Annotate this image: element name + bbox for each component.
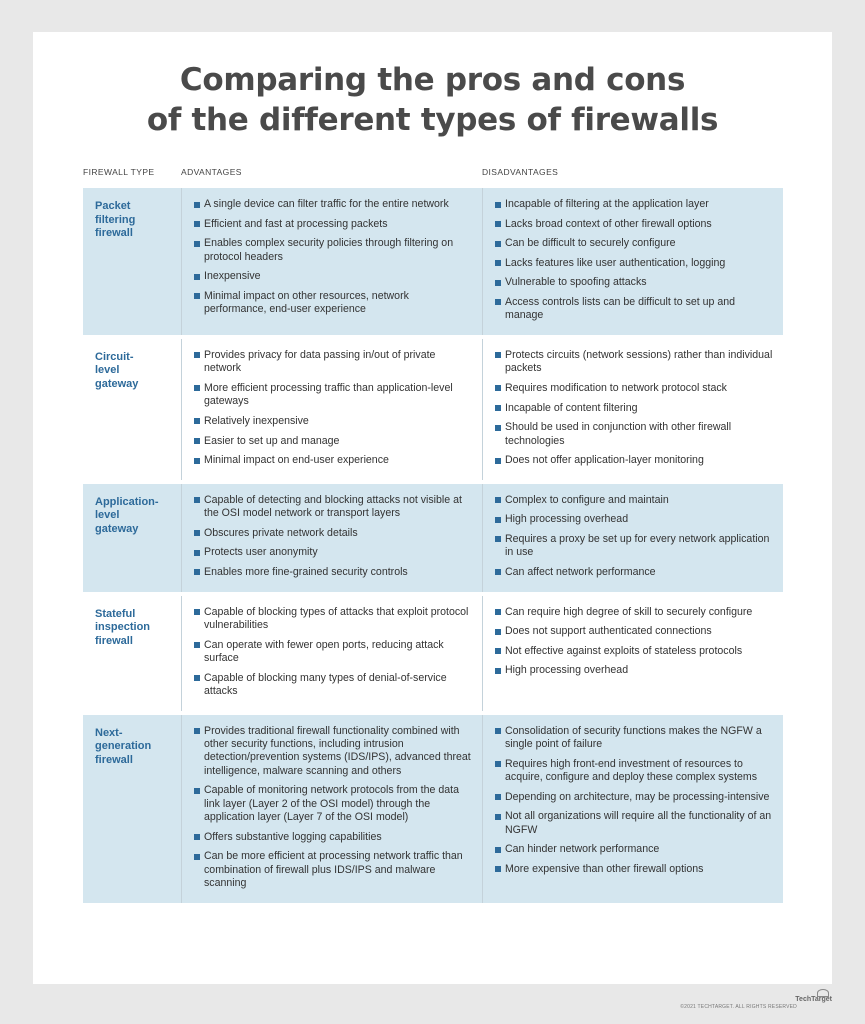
disadvantages-cell bbox=[482, 188, 783, 335]
bullet-item: Can be difficult to securely configure bbox=[495, 237, 773, 250]
bullet-item: Enables complex security policies through filtering on protocol headers bbox=[194, 237, 472, 264]
table-header bbox=[83, 158, 783, 186]
advantages-cell-list bbox=[194, 494, 472, 580]
table-row-application-level bbox=[83, 484, 783, 592]
bullet-item: Depending on architecture, may be processing-intensive bbox=[495, 791, 773, 804]
bullet-item: High processing overhead bbox=[495, 664, 773, 677]
advantages-cell-list bbox=[194, 349, 472, 468]
advantages-cell bbox=[181, 484, 482, 592]
firewall-type-cell bbox=[83, 339, 181, 480]
firewall-type-name: Packet bbox=[95, 200, 131, 212]
bullet-item: Requires modification to network protocol stack bbox=[495, 382, 773, 395]
disadvantages-cell bbox=[482, 339, 783, 480]
header-advantages: ADVANTAGES bbox=[181, 167, 242, 177]
firewall-type-cell bbox=[83, 484, 181, 592]
disadvantages-cell-list bbox=[495, 606, 773, 678]
disadvantages-cell-list bbox=[495, 494, 773, 580]
bullet-item: Complex to configure and maintain bbox=[495, 494, 773, 507]
table-row-circuit-level bbox=[83, 339, 783, 480]
firewall-type-name: level bbox=[95, 509, 120, 522]
bullet-item: Offers substantive logging capabilities bbox=[194, 831, 472, 844]
firewall-type-name: generation bbox=[95, 740, 152, 753]
firewall-type-cell bbox=[83, 596, 181, 711]
firewall-type-cell bbox=[83, 188, 181, 335]
firewall-type-name: firewall bbox=[95, 634, 133, 647]
bullet-item: High processing overhead bbox=[495, 513, 773, 526]
bullet-item: Requires high front-end investment of resources to acquire, configure and deploy these complex systems bbox=[495, 758, 773, 785]
bullet-item: Capable of blocking types of attacks that exploit protocol vulnerabilities bbox=[194, 606, 472, 633]
advantages-cell bbox=[181, 188, 482, 335]
header-disadvantages: DISADVANTAGES bbox=[482, 167, 559, 177]
advantages-cell bbox=[181, 715, 482, 903]
bullet-item: Provides privacy for data passing in/out of private network bbox=[194, 349, 472, 376]
disadvantages-cell-list bbox=[495, 349, 773, 468]
copyright-text: ©2021 TECHTARGET. ALL RIGHTS RESERVED bbox=[680, 1004, 797, 1010]
title-line-1: Comparing the pros and cons bbox=[179, 62, 686, 98]
firewall-type-name: filtering bbox=[95, 213, 136, 226]
title-line-2: of the different types of firewalls bbox=[146, 102, 719, 138]
bullet-item: Can hinder network performance bbox=[495, 843, 773, 856]
bullet-item: Requires a proxy be set up for every network application in use bbox=[495, 533, 773, 560]
firewall-type-name: Next- bbox=[95, 726, 123, 739]
bullet-item: Lacks features like user authentication, logging bbox=[495, 257, 773, 270]
firewall-type-name: firewall bbox=[95, 227, 133, 239]
advantages-cell bbox=[181, 596, 482, 711]
bullet-item: Access controls lists can be difficult to set up and manage bbox=[495, 296, 773, 323]
bullet-item: Vulnerable to spoofing attacks bbox=[495, 276, 773, 289]
advantages-cell bbox=[181, 339, 482, 480]
disadvantages-cell bbox=[482, 596, 783, 711]
firewall-type-name: firewall bbox=[95, 753, 133, 766]
firewall-type-name: inspection bbox=[95, 621, 151, 634]
firewall-type-name: level bbox=[95, 364, 120, 377]
advantages-cell-list bbox=[194, 725, 472, 891]
firewall-type-cell bbox=[83, 715, 181, 903]
table-body bbox=[83, 188, 783, 903]
bullet-item: Obscures private network details bbox=[194, 527, 472, 540]
bullet-item: More expensive than other firewall options bbox=[495, 863, 773, 876]
comparison-table bbox=[83, 158, 783, 907]
bullet-item: Protects user anonymity bbox=[194, 546, 472, 559]
bullet-item: Incapable of content filtering bbox=[495, 402, 773, 415]
bullet-item: Protects circuits (network sessions) rather than individual packets bbox=[495, 349, 773, 376]
bullet-item: Inexpensive bbox=[194, 270, 472, 283]
bullet-item: A single device can filter traffic for the entire network bbox=[194, 198, 472, 211]
bullet-item: Capable of monitoring network protocols from the data link layer (Layer 2 of the OSI model) through the application layer (Layer 7 of the OSI model) bbox=[194, 784, 472, 824]
advantages-cell-list bbox=[194, 198, 472, 317]
table-row-stateful-inspection bbox=[83, 596, 783, 711]
firewall-type-name: Circuit- bbox=[95, 350, 134, 363]
bullet-item: Can require high degree of skill to securely configure bbox=[495, 606, 773, 619]
techtarget-logo: TechTarget bbox=[795, 996, 832, 1003]
bullet-item: Relatively inexpensive bbox=[194, 415, 472, 428]
bullet-item: Can affect network performance bbox=[495, 566, 773, 579]
firewall-type-name: gateway bbox=[95, 377, 139, 390]
firewall-type-name: gateway bbox=[95, 522, 139, 535]
table-row-next-generation bbox=[83, 715, 783, 903]
bullet-item: Does not support authenticated connections bbox=[495, 625, 773, 638]
bullet-item: Capable of blocking many types of denial-of-service attacks bbox=[194, 672, 472, 699]
table-row-packet-filtering bbox=[83, 188, 783, 335]
bullet-item: More efficient processing traffic than application-level gateways bbox=[194, 382, 472, 409]
disadvantages-cell bbox=[482, 484, 783, 592]
bullet-item: Incapable of filtering at the application layer bbox=[495, 198, 773, 211]
bullet-item: Provides traditional firewall functionality combined with other security functions, including intrusion detection/prevention systems (IDS/IPS), advanced threat intelligence, malware scanning and others bbox=[194, 725, 472, 779]
bullet-item: Lacks broad context of other firewall options bbox=[495, 218, 773, 231]
bullet-item: Minimal impact on other resources, network performance, end-user experience bbox=[194, 290, 472, 317]
bullet-item: Enables more fine-grained security controls bbox=[194, 566, 472, 579]
bullet-item: Easier to set up and manage bbox=[194, 435, 472, 448]
bullet-item: Does not offer application-layer monitoring bbox=[495, 454, 773, 467]
advantages-cell-list bbox=[194, 606, 472, 699]
bullet-item: Minimal impact on end-user experience bbox=[194, 454, 472, 467]
bullet-item: Consolidation of security functions makes the NGFW a single point of failure bbox=[495, 725, 773, 752]
bullet-item: Not effective against exploits of stateless protocols bbox=[495, 645, 773, 658]
firewall-type-name: Stateful bbox=[95, 607, 136, 620]
bullet-item: Can be more efficient at processing network traffic than combination of firewall plus IDS/IPS and malware scanning bbox=[194, 850, 472, 890]
infographic-card bbox=[33, 32, 832, 984]
disadvantages-cell bbox=[482, 715, 783, 903]
bullet-item: Efficient and fast at processing packets bbox=[194, 218, 472, 231]
bullet-item: Should be used in conjunction with other firewall technologies bbox=[495, 421, 773, 448]
page-title bbox=[33, 32, 832, 140]
disadvantages-cell-list bbox=[495, 198, 773, 323]
firewall-type-name: Application- bbox=[95, 495, 159, 508]
disadvantages-cell-list bbox=[495, 725, 773, 877]
header-firewall-type: FIREWALL TYPE bbox=[83, 167, 155, 177]
bullet-item: Can operate with fewer open ports, reducing attack surface bbox=[194, 639, 472, 666]
bullet-item: Not all organizations will require all the functionality of an NGFW bbox=[495, 810, 773, 837]
bullet-item: Capable of detecting and blocking attacks not visible at the OSI model network or transport layers bbox=[194, 494, 472, 521]
